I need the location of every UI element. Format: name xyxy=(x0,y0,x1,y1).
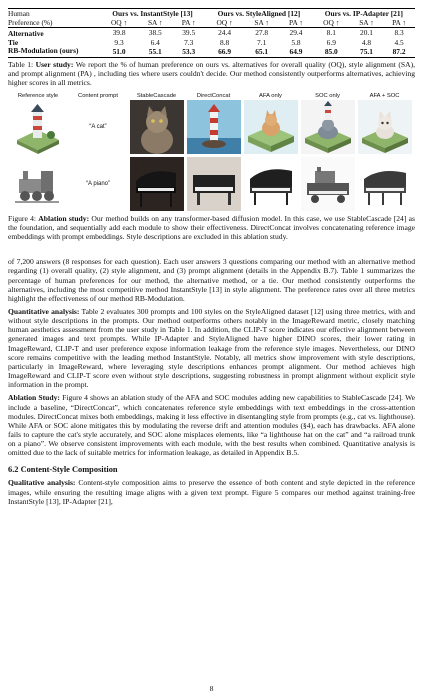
user-study-table xyxy=(8,9,415,58)
table-cell: 7.1 xyxy=(257,37,267,47)
soc-only-image xyxy=(299,157,356,211)
header-col: SA ↑ xyxy=(359,17,374,27)
figure-column-headers xyxy=(8,92,415,100)
section-heading: 6.2 Content-Style Composition xyxy=(8,465,118,475)
paragraph-qualitative xyxy=(8,478,415,505)
paragraph-text: Table 2 evaluates 300 prompts and 100 styles on the StyleAligned dataset [12] using three metrics, with and without style descriptions in the prompts. Our method outperforms others notably in the ImageReward metric, closely matching human aesthetics assessment from the user study in Table 1. In addition, the CLIP-T score indicates our effective alignment between generated images and text prompts. While IP-Adapter and StyleAligned have higher DINO scores, their lower rating in ImageReward, CLIP-T and user preference expose information leakage from the reference style images. Nevertheless, our DINO score remains competitive with the leading method InstantStyle. Notably, all metrics show improvement with style descriptions, particularly in ImageReward, where leveraging style descriptions enhances prompt alignment. Our method achieves high ImageReward and CLIP-T score even without style descriptions, suggesting robustness in prompt alignment without explicit style information in the prompt. xyxy=(8,306,416,390)
header-col: OQ ↑ xyxy=(323,17,340,27)
table-cell: 55.1 xyxy=(148,46,162,56)
paragraph-quantitative xyxy=(8,307,415,389)
paragraph-heading: Quantitative analysis: xyxy=(8,306,80,316)
table-cell: 20.1 xyxy=(360,28,373,38)
table-row xyxy=(8,28,415,39)
header-human: Human xyxy=(8,8,30,18)
table-cell: 6.4 xyxy=(150,37,160,47)
header-col: PA ↑ xyxy=(289,17,303,27)
header-group-stylealigned: Ours vs. StyleAligned [12] xyxy=(217,8,301,18)
table-header-row-1 xyxy=(8,9,415,19)
figure-caption-label: Figure 4: xyxy=(8,213,37,223)
content-prompt: “A cat” xyxy=(89,123,107,130)
row-label: Tie xyxy=(8,37,19,47)
table-cell: 75.1 xyxy=(360,46,373,56)
figure-row-cat xyxy=(8,100,415,154)
table-cell: 24.4 xyxy=(218,28,232,38)
header-col: PA ↑ xyxy=(392,17,407,27)
table-cell: 53.3 xyxy=(182,46,196,56)
table-cell: 27.8 xyxy=(255,28,269,38)
afa-soc-image xyxy=(356,157,413,211)
paragraph-text: Figure 4 shows an ablation study of the AFA and SOC modules adding new capabilities to StableCascade [24]. We include a baseline, “DirectConcat”, which concatenates reference style embeddings with text embeddings in the cross-attention modules. DirectConcat mixes both embeddings, making it less effective in disentangling style from prompts (e.g., cat vs. lighthouse). While AFA or SOC alone mitigates this by modulating the reverse drift and attention modules (§4), each has drawbacks. AFA alone fails to capture the cat's style accurately, and SOC alone misplaces elements, like “a lighthouse hat on the cat” and “a railroad trunk on a piano”. We observe consistent improvements with each module, with the best results when combined. Quantitative analysis is omitted due to the lack of suitable metrics for information leakage, as detailed in Appendix B.5. xyxy=(8,393,416,458)
table-cell: 29.4 xyxy=(289,28,303,38)
table-row xyxy=(8,47,415,57)
directconcat-image xyxy=(185,157,242,211)
figure-caption xyxy=(8,214,415,242)
table-header-row-2 xyxy=(8,19,415,28)
table-cell: 8.3 xyxy=(394,28,404,38)
column-header: AFA only xyxy=(259,92,282,99)
paragraph-heading: Ablation Study: xyxy=(8,393,60,403)
column-header: AFA + SOC xyxy=(369,92,400,99)
table-cell: 39.5 xyxy=(182,28,196,38)
figure-caption-text: Our method builds on any transformer-based diffusion model. In this case, we use StableCascade [24] as the foundation, and sequentially add each module to show their effectiveness. DirectConcat involves concatenating reference image embeddings with prompt embeddings. Style descriptions are excluded in this ablation study. xyxy=(8,213,415,241)
table-cell: 6.9 xyxy=(326,37,336,47)
header-col: SA ↑ xyxy=(147,17,163,27)
table-cell: 64.9 xyxy=(289,46,303,56)
paragraph-text: Content-style composition aims to preserve the essence of both content and style depicted in the reference images, while ensuring the resulting image aligns with a given text prompt. Figure 5 compares our method against training-free InstantStyle [13], IP-Adapter [21], xyxy=(8,478,416,506)
directconcat-image xyxy=(185,100,242,154)
paragraph-heading: Qualitative analysis: xyxy=(8,478,76,488)
row-label: Alternative xyxy=(8,29,44,39)
header-col: SA ↑ xyxy=(254,17,269,27)
figure-row-piano xyxy=(8,157,415,211)
soc-only-image xyxy=(299,100,356,154)
table-caption-text: We report the % of human preference on ours vs. alternatives for overall quality (OQ), style alignment (SA), and prompt alignment (PA) , including ties where users couldn't decide. Our method consistently outperforms alternatives, achieving higher scores in all metrics. xyxy=(8,59,416,88)
table-cell: 38.5 xyxy=(148,28,162,38)
table-cell: 4.8 xyxy=(361,37,372,47)
table-cell: 65.1 xyxy=(255,46,269,56)
row-label: RB-Modulation (ours) xyxy=(8,46,79,56)
stablecascade-image xyxy=(128,100,185,154)
table-caption-title: User study: xyxy=(35,59,74,69)
header-group-instantstyle: Ours vs. InstantStyle [13] xyxy=(112,9,193,18)
table-cell: 5.8 xyxy=(291,37,301,47)
table-cell: 87.2 xyxy=(392,46,406,56)
table-cell: 4.5 xyxy=(394,37,404,47)
paragraph-ablation xyxy=(8,393,415,457)
column-header: Reference style xyxy=(17,92,59,99)
reference-style-image xyxy=(8,100,68,154)
afa-soc-image xyxy=(356,100,413,154)
column-header: DirectConcat xyxy=(196,92,231,99)
column-header: StableCascade xyxy=(136,92,177,99)
table-cell: 39.8 xyxy=(112,28,126,38)
paper-page xyxy=(8,8,415,506)
column-header: SOC only xyxy=(315,92,340,99)
afa-only-image xyxy=(242,157,299,211)
page-number: 8 xyxy=(209,684,214,693)
header-preference: Preference (%) xyxy=(8,17,53,27)
table-caption-label: Table 1: xyxy=(8,59,34,69)
table-cell: 8.8 xyxy=(219,37,230,47)
header-group-ipadapter: Ours vs. IP-Adapter [21] xyxy=(324,8,404,18)
header-col: PA ↑ xyxy=(181,17,196,27)
afa-only-image xyxy=(242,100,299,154)
content-prompt: “A piano” xyxy=(85,180,110,187)
stablecascade-image xyxy=(128,157,185,211)
figure-caption-title: Ablation study: xyxy=(38,213,90,223)
paragraph-user-study: of 7,200 answers (8 responses for each question). Each user answers 3 questions comparing our method with an alternative method regarding (1) overall quality, (2) style alignment, and (3) prompt alignment (details in the Appendix B.7). Table 1 summarizes the percentage of human preferences for our method, the alternative method, or a tie. Our method consistently outperforms the alternatives, including the most competitive method InstantStyle [13] in style alignment. The preference rates over all three metrics highlight the effectiveness of our method RB-Modulation. xyxy=(8,257,415,303)
table-cell: 7.3 xyxy=(184,37,194,47)
header-col: OQ ↑ xyxy=(110,17,128,27)
table-cell: 9.3 xyxy=(114,37,124,47)
header-col: OQ ↑ xyxy=(216,17,233,27)
column-header: Content prompt xyxy=(78,92,118,99)
reference-style-image xyxy=(8,157,68,211)
table-cell: 85.0 xyxy=(324,46,338,56)
table-caption xyxy=(8,60,415,88)
table-cell: 51.0 xyxy=(112,46,126,56)
table-cell: 8.1 xyxy=(326,28,336,38)
table-cell: 66.9 xyxy=(218,46,232,56)
